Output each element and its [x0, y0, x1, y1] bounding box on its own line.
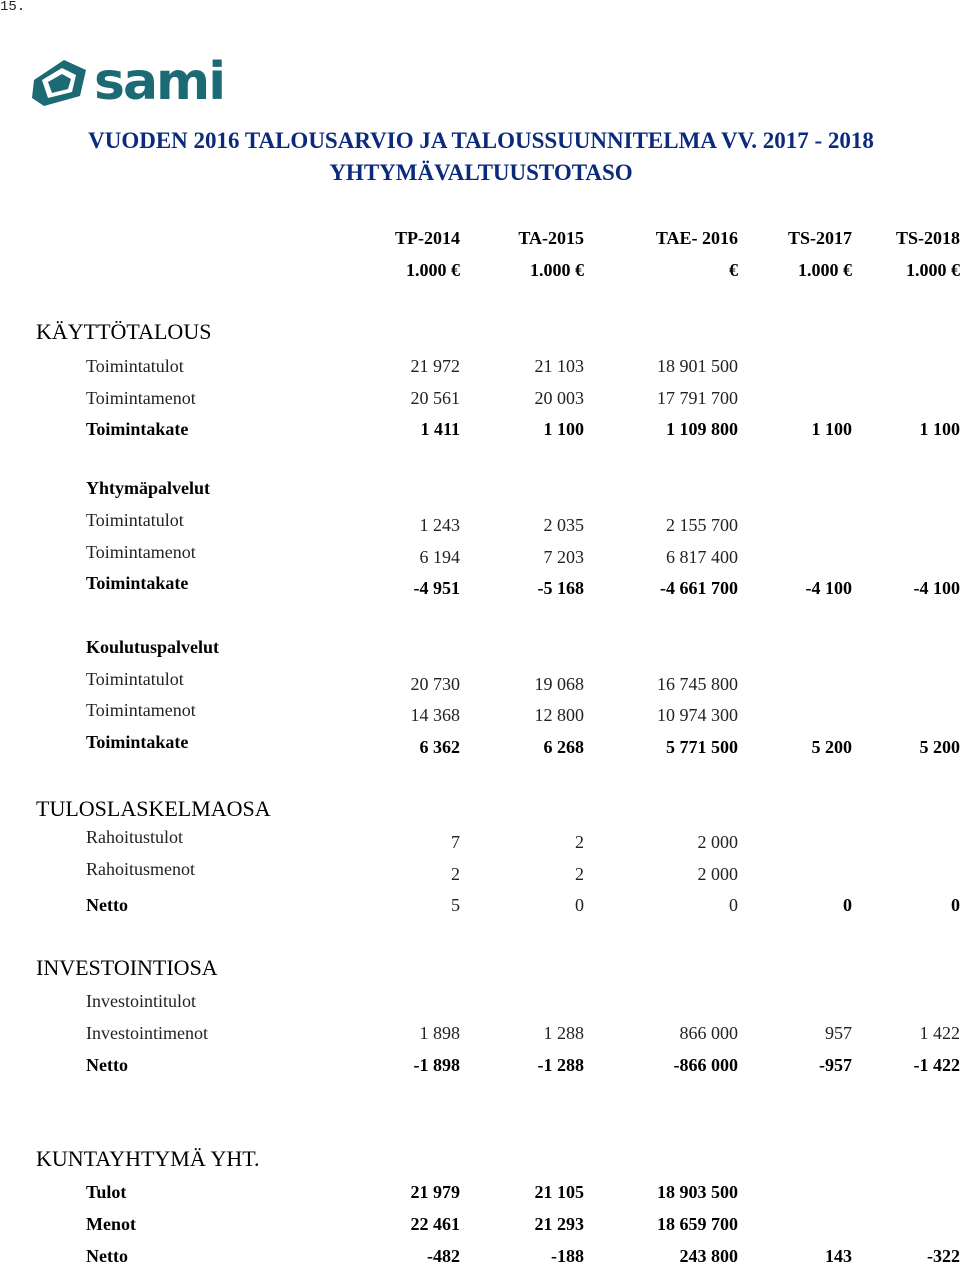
- cell: 5 771 500: [666, 737, 738, 758]
- table-row: [0, 1214, 960, 1238]
- cell: 21 105: [535, 1182, 585, 1203]
- cell: 957: [825, 1023, 852, 1044]
- cell: 2: [451, 864, 460, 885]
- table-row-total: [0, 895, 960, 919]
- row-label: Toimintatulot: [86, 669, 184, 690]
- table-row: [0, 827, 960, 851]
- cell: 20 561: [411, 388, 461, 409]
- cell: 1 100: [544, 419, 585, 440]
- column-unit: 1.000 €: [406, 260, 460, 281]
- cell: 0: [951, 895, 960, 916]
- cell: 18 901 500: [657, 356, 738, 377]
- table-row: [0, 510, 960, 534]
- row-label: Investointimenot: [86, 1023, 208, 1044]
- cell: 1 411: [420, 419, 460, 440]
- page-number: 15.: [0, 0, 25, 14]
- column-header-row: [0, 228, 960, 252]
- subsection-title-yhtymapalvelut: Yhtymäpalvelut: [86, 478, 210, 499]
- row-label: Netto: [86, 895, 128, 916]
- section-title-kuntayhtyma: KUNTAYHTYMÄ YHT.: [36, 1146, 260, 1172]
- cell: 14 368: [411, 705, 461, 726]
- table-row: [0, 1023, 960, 1047]
- column-unit: 1.000 €: [906, 260, 960, 281]
- cell: 0: [575, 895, 584, 916]
- cell: -188: [551, 1246, 584, 1267]
- cell: -1 422: [914, 1055, 960, 1076]
- row-label: Netto: [86, 1055, 128, 1076]
- row-label: Menot: [86, 1214, 136, 1235]
- section-title-investointiosa: INVESTOINTIOSA: [36, 955, 218, 981]
- cell: 6 362: [420, 737, 461, 758]
- table-row: [0, 388, 960, 412]
- column-header: TS-2018: [896, 228, 960, 249]
- row-label: Toimintakate: [86, 419, 188, 440]
- cell: 243 800: [680, 1246, 739, 1267]
- row-label: Toimintatulot: [86, 356, 184, 377]
- cell: 5: [451, 895, 460, 916]
- cell: 19 068: [535, 674, 585, 695]
- document-subtitle: YHTYMÄVALTUUSTOTASO: [36, 160, 926, 186]
- document-title: VUODEN 2016 TALOUSARVIO JA TALOUSSUUNNITELMA VV. 2017 - 2018: [36, 128, 926, 154]
- cell: 0: [729, 895, 738, 916]
- cell: 17 791 700: [657, 388, 738, 409]
- cell: 18 903 500: [657, 1182, 738, 1203]
- sami-logo-icon: [30, 58, 90, 108]
- cell: 20 003: [535, 388, 585, 409]
- cell: 866 000: [680, 1023, 739, 1044]
- cell: 6 817 400: [666, 547, 738, 568]
- row-label: Tulot: [86, 1182, 126, 1203]
- cell: 1 243: [420, 515, 461, 536]
- table-row-total: [0, 1055, 960, 1079]
- cell: 21 979: [411, 1182, 461, 1203]
- cell: 1 898: [420, 1023, 461, 1044]
- table-row-total: [0, 1246, 960, 1270]
- table-row: [0, 1182, 960, 1206]
- cell: 2 155 700: [666, 515, 738, 536]
- cell: 21 972: [411, 356, 461, 377]
- cell: -4 951: [414, 578, 461, 599]
- cell: -4 661 700: [660, 578, 738, 599]
- sami-logo: [30, 58, 230, 108]
- row-label: Toimintamenot: [86, 700, 196, 721]
- cell: 1 109 800: [666, 419, 738, 440]
- cell: -482: [427, 1246, 460, 1267]
- table-row: [0, 991, 960, 1015]
- table-row-total: [0, 573, 960, 597]
- cell: 143: [825, 1246, 852, 1267]
- cell: 0: [843, 895, 852, 916]
- column-header: TAE- 2016: [656, 228, 738, 249]
- column-unit-row: [0, 260, 960, 284]
- row-label: Toimintakate: [86, 732, 188, 753]
- row-label: Netto: [86, 1246, 128, 1267]
- cell: 2 000: [698, 832, 739, 853]
- section-title-kayttotalous: KÄYTTÖTALOUS: [36, 319, 211, 345]
- cell: 2: [575, 832, 584, 853]
- table-row: [0, 356, 960, 380]
- cell: 1 100: [920, 419, 960, 440]
- cell: 5 200: [812, 737, 853, 758]
- cell: 1 288: [544, 1023, 585, 1044]
- cell: 6 268: [544, 737, 585, 758]
- column-unit: 1.000 €: [530, 260, 584, 281]
- cell: 7: [451, 832, 460, 853]
- row-label: Toimintamenot: [86, 388, 196, 409]
- column-header: TS-2017: [788, 228, 852, 249]
- table-row: [0, 669, 960, 693]
- cell: 18 659 700: [657, 1214, 738, 1235]
- cell: -866 000: [674, 1055, 739, 1076]
- logo-wordmark: sami: [94, 52, 224, 112]
- cell: 5 200: [920, 737, 960, 758]
- table-row: [0, 542, 960, 566]
- cell: 2 000: [698, 864, 739, 885]
- cell: -4 100: [806, 578, 853, 599]
- cell: 20 730: [411, 674, 461, 695]
- cell: -322: [927, 1246, 960, 1267]
- cell: 2: [575, 864, 584, 885]
- subsection-title-koulutuspalvelut: Koulutuspalvelut: [86, 637, 219, 658]
- cell: -1 288: [538, 1055, 585, 1076]
- table-row-total: [0, 419, 960, 443]
- cell: 2 035: [544, 515, 585, 536]
- cell: 21 103: [535, 356, 585, 377]
- cell: -957: [819, 1055, 852, 1076]
- row-label: Investointitulot: [86, 991, 196, 1012]
- cell: -4 100: [914, 578, 960, 599]
- column-header: TA-2015: [518, 228, 584, 249]
- cell: 22 461: [411, 1214, 461, 1235]
- section-title-tuloslaskelmaosa: TULOSLASKELMAOSA: [36, 796, 271, 822]
- cell: 1 100: [812, 419, 853, 440]
- cell: 12 800: [535, 705, 585, 726]
- row-label: Toimintakate: [86, 573, 188, 594]
- row-label: Rahoitusmenot: [86, 859, 195, 880]
- cell: 16 745 800: [657, 674, 738, 695]
- table-row-total: [0, 732, 960, 756]
- row-label: Toimintamenot: [86, 542, 196, 563]
- table-row: [0, 700, 960, 724]
- column-unit: 1.000 €: [798, 260, 852, 281]
- column-header: TP-2014: [395, 228, 460, 249]
- row-label: Toimintatulot: [86, 510, 184, 531]
- cell: -5 168: [538, 578, 585, 599]
- cell: 10 974 300: [657, 705, 738, 726]
- cell: 7 203: [544, 547, 585, 568]
- column-unit: €: [729, 260, 738, 281]
- cell: -1 898: [414, 1055, 461, 1076]
- table-row: [0, 859, 960, 883]
- cell: 1 422: [920, 1023, 960, 1044]
- cell: 6 194: [420, 547, 461, 568]
- cell: 21 293: [535, 1214, 585, 1235]
- row-label: Rahoitustulot: [86, 827, 183, 848]
